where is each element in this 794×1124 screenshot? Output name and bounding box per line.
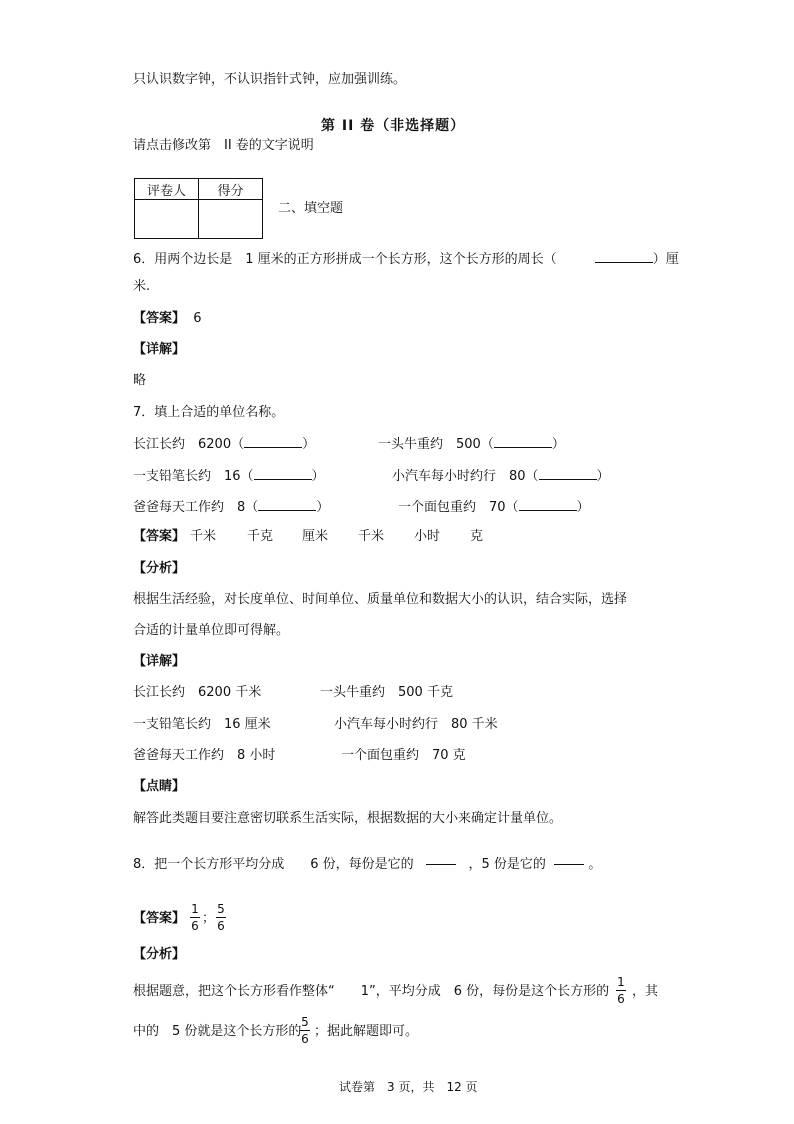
fraction-denominator: 6	[217, 919, 225, 933]
q6-answer	[133, 311, 202, 327]
q7-item-text: 一个面包重约 70（	[398, 500, 519, 515]
q8-stem-b: ，5 份是它的	[468, 857, 546, 872]
fraction-numerator: 1	[191, 902, 199, 916]
fraction-numerator: 5	[301, 1015, 309, 1029]
answer-label: 【答案】	[133, 529, 186, 544]
intro-line: 只认识数字钟，不认识指针式钟，应加强训练。	[133, 72, 407, 87]
score-cell	[199, 200, 263, 239]
q7-blank	[539, 467, 597, 480]
q8-answer-fraction-1	[190, 902, 200, 933]
q7-detail-item: 长江长约 6200 千米	[133, 685, 262, 700]
q7-item-text: 长江长约 6200（	[133, 437, 245, 452]
q7-answer-unit: 千米	[358, 529, 385, 544]
q7-detail-item: 小汽车每小时约行 80 千米	[334, 717, 498, 732]
q7-item-close: ）	[316, 500, 330, 515]
q7-item-close: ）	[576, 500, 590, 515]
page-footer: 试卷第 3 页，共 12 页	[339, 1080, 478, 1094]
score-table	[134, 178, 263, 239]
q6-text-b: ）厘	[652, 252, 679, 267]
q7-blank	[494, 435, 552, 448]
fraction-bar	[190, 917, 200, 918]
q8-analysis-label: 【分析】	[133, 947, 186, 962]
q8-stem	[133, 857, 601, 873]
q7-item-text: 一头牛重约 500（	[378, 437, 494, 452]
q8-analysis-fraction-1	[616, 975, 626, 1006]
section-title: 第 II 卷（非选择题）	[321, 118, 466, 134]
q7-detail-item: 一个面包重约 70 克	[341, 748, 466, 763]
q7-item-close: ）	[311, 469, 325, 484]
grader-header: 评卷人	[135, 179, 199, 200]
q7-item-close: ）	[596, 469, 610, 484]
q7-item	[398, 498, 590, 516]
q6-answer-value: 6	[193, 311, 202, 326]
q6-blank	[595, 250, 653, 263]
q8-analysis-d: ；据此解题即可。	[314, 1024, 419, 1039]
score-header: 得分	[199, 179, 263, 200]
q7-detail-item: 一头牛重约 500 千克	[320, 685, 453, 700]
q8-analysis-a: 根据题意，把这个长方形看作整体“ 1”，平均分成 6 份，每份是这个长方形的	[133, 984, 610, 999]
fraction-denominator: 6	[301, 1032, 309, 1046]
q7-blank	[258, 498, 316, 511]
q7-comment-label: 【点睛】	[133, 779, 186, 794]
q7-answer-unit: 厘米	[302, 529, 329, 544]
q6-stem	[133, 250, 679, 268]
q7-blank	[244, 435, 302, 448]
fraction-bar	[616, 990, 626, 991]
q8-stem-c: 。	[588, 857, 602, 872]
grader-cell	[135, 200, 199, 239]
q8-answer-fraction-2	[216, 902, 226, 933]
fraction-denominator: 6	[191, 919, 199, 933]
fraction-numerator: 1	[617, 975, 625, 989]
q7-item-close: ）	[302, 437, 316, 452]
q7-analysis-line2: 合适的计量单位即可得解。	[133, 623, 290, 638]
fraction-numerator: 5	[217, 902, 225, 916]
q8-answer-label	[133, 911, 185, 927]
q7-item-text: 小汽车每小时约行 80（	[392, 469, 539, 484]
q7-answer-unit: 克	[470, 529, 484, 544]
q7-blank	[519, 498, 577, 511]
q8-blank	[426, 864, 456, 865]
fraction-bar	[216, 917, 226, 918]
q7-blank	[254, 467, 312, 480]
q8-answer-sep: ；	[202, 911, 216, 926]
q7-answer-unit: 千米	[190, 529, 217, 544]
q7-item	[133, 498, 329, 516]
q7-answer-unit: 千克	[247, 529, 274, 544]
q7-comment-text: 解答此类题目要注意密切联系生活实际，根据数据的大小来确定计量单位。	[133, 811, 563, 826]
q7-detail-item: 爸爸每天工作约 8 小时	[133, 748, 276, 763]
q7-item-text: 爸爸每天工作约 8（	[133, 500, 259, 515]
answer-label: 【答案】	[133, 311, 186, 326]
answer-label: 【答案】	[133, 911, 186, 926]
fraction-denominator: 6	[617, 992, 625, 1006]
q6-text-c: 米.	[133, 279, 151, 294]
part-heading: 二、填空题	[278, 201, 344, 216]
q7-item	[392, 467, 610, 485]
q7-item	[133, 467, 325, 485]
q6-detail-label: 【详解】	[133, 342, 186, 357]
q7-detail-item: 一支铅笔长约 16 厘米	[133, 717, 271, 732]
q6-detail-text: 略	[133, 373, 147, 388]
section-note: 请点击修改第 II 卷的文字说明	[133, 138, 314, 153]
q7-item	[133, 435, 315, 453]
q7-stem: 7．填上合适的单位名称。	[133, 405, 285, 420]
q8-blank	[554, 864, 584, 865]
q7-answer-unit: 小时	[414, 529, 441, 544]
q8-analysis-c: 中的 5 份就是这个长方形的	[133, 1024, 302, 1039]
q8-analysis-b: ，其	[632, 984, 659, 999]
q8-analysis-fraction-2	[300, 1015, 310, 1046]
fraction-bar	[300, 1030, 310, 1031]
q7-analysis-line1: 根据生活经验，对长度单位、时间单位、质量单位和数据大小的认识，结合实际，选择	[133, 592, 628, 607]
q7-analysis-label: 【分析】	[133, 561, 186, 576]
q7-answer	[133, 529, 185, 545]
q8-stem-a: 8．把一个长方形平均分成 6 份，每份是它的	[133, 857, 414, 872]
q7-item-close: ）	[551, 437, 565, 452]
q6-text-a: 6．用两个边长是 1 厘米的正方形拼成一个长方形，这个长方形的周长（	[133, 252, 557, 267]
q7-item	[378, 435, 565, 453]
q7-item-text: 一支铅笔长约 16（	[133, 469, 254, 484]
q7-detail-label: 【详解】	[133, 654, 186, 669]
